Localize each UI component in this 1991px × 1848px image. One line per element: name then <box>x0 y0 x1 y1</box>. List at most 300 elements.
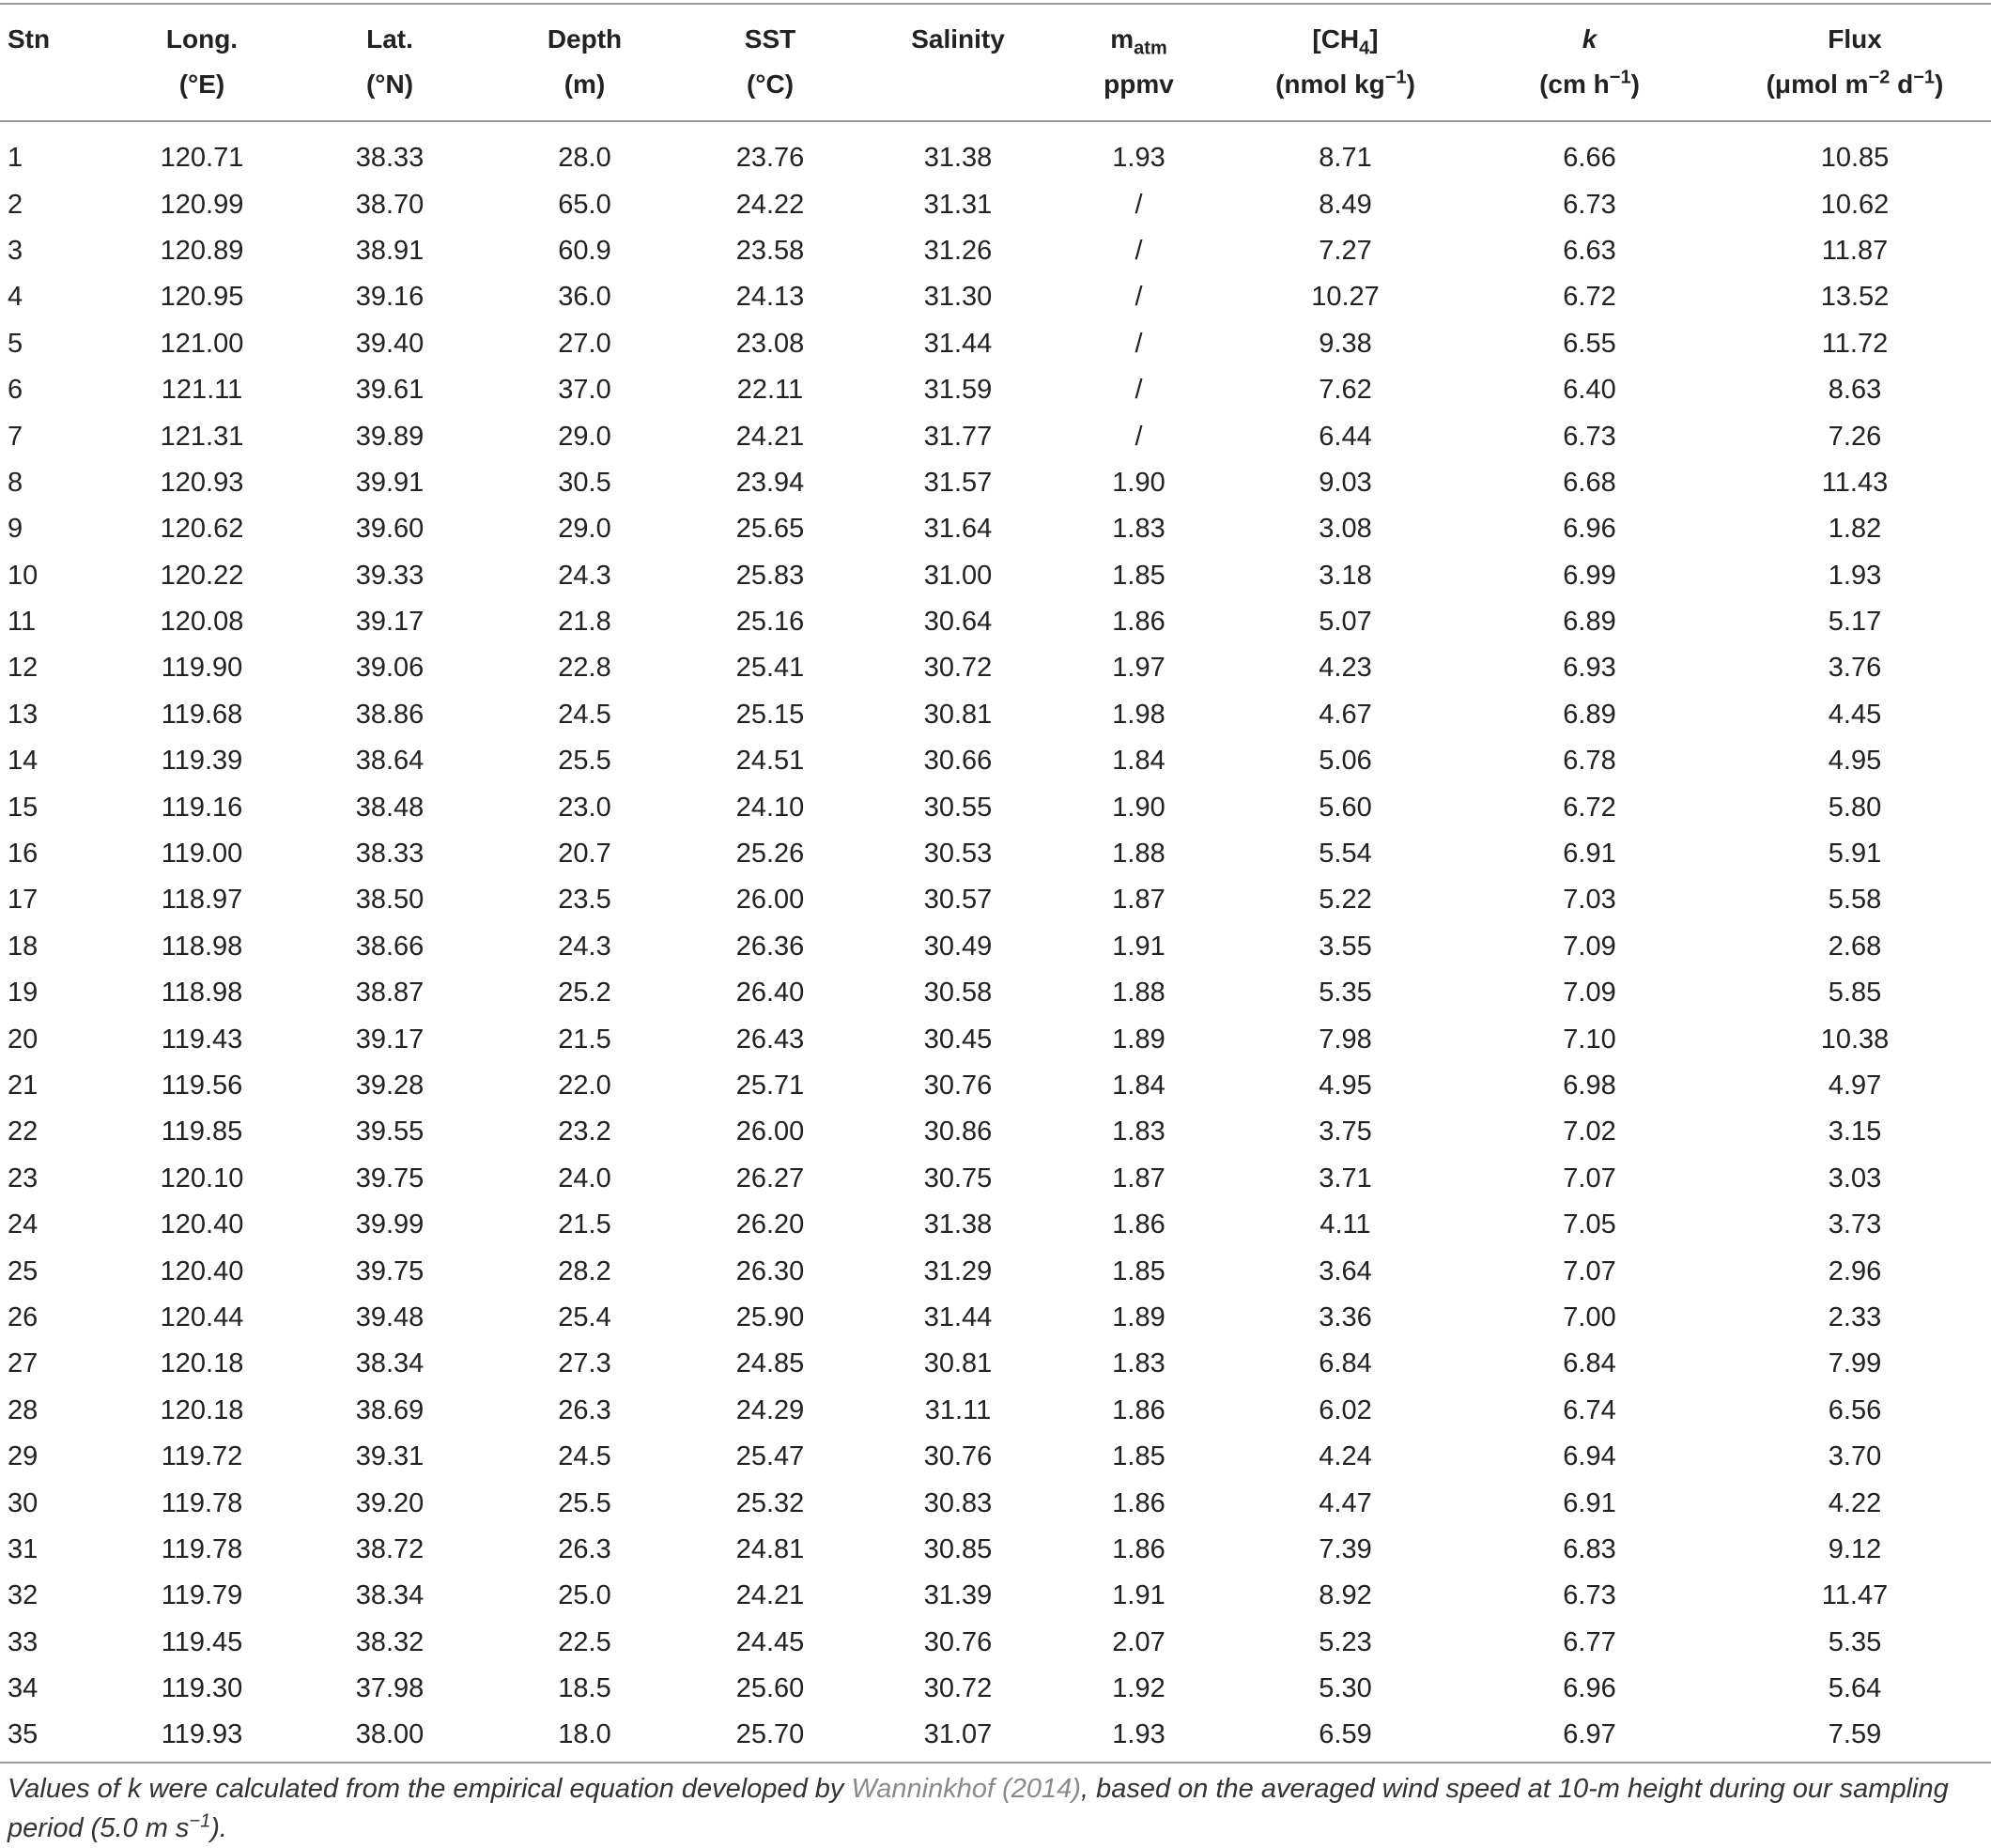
table-cell: 25.90 <box>735 1301 805 1332</box>
table-cell: 4.24 <box>1319 1441 1372 1472</box>
table-cell: 22.0 <box>558 1070 611 1101</box>
table-cell: 120.44 <box>160 1301 244 1332</box>
table-cell: 30.5 <box>558 467 611 498</box>
table-cell: 30.81 <box>923 1348 993 1379</box>
table-cell: 39.20 <box>355 1487 424 1518</box>
table-cell: 23.08 <box>735 328 805 359</box>
table-row <box>0 274 1991 320</box>
table-cell: 120.71 <box>160 143 244 174</box>
table-row <box>0 1620 1991 1666</box>
table-cell: 34 <box>8 1673 39 1704</box>
table-cell: 31.57 <box>923 467 993 498</box>
table-cell: 3.03 <box>1828 1163 1882 1194</box>
table-cell: 26.27 <box>735 1163 805 1194</box>
table-cell: 1.84 <box>1112 746 1165 777</box>
table-cell: 120.10 <box>160 1163 244 1194</box>
table-cell: 5.80 <box>1828 792 1882 823</box>
table-body <box>0 121 1991 1768</box>
table-cell: 39.33 <box>355 560 424 591</box>
table-cell: 39.75 <box>355 1163 424 1194</box>
table-cell: 38.34 <box>355 1348 424 1379</box>
table-cell: 7.99 <box>1828 1348 1882 1379</box>
table-cell: 25.32 <box>735 1487 805 1518</box>
table-cell: 24.22 <box>735 189 805 220</box>
table-cell: 1.85 <box>1112 560 1165 591</box>
table-cell: 6.73 <box>1563 421 1616 452</box>
table-cell: 3.76 <box>1828 653 1882 684</box>
table-cell: 6.73 <box>1563 1580 1616 1611</box>
table-cell: 10.38 <box>1820 1024 1890 1055</box>
table-cell: 7.07 <box>1563 1255 1616 1286</box>
table-cell: 119.78 <box>161 1487 243 1518</box>
table-cell: 2.96 <box>1828 1255 1882 1286</box>
table-cell: 11.47 <box>1821 1580 1889 1611</box>
table-cell: 31.38 <box>923 143 993 174</box>
table-cell: 7.98 <box>1319 1024 1372 1055</box>
table-cell: 7.02 <box>1563 1116 1616 1147</box>
table-cell: 1.86 <box>1112 1487 1165 1518</box>
table-row <box>0 645 1991 691</box>
table-cell: 30.64 <box>923 607 993 638</box>
table-cell: 120.89 <box>160 235 244 266</box>
table-cell: 38.33 <box>355 143 424 174</box>
table-cell: 25.70 <box>735 1719 805 1750</box>
table-cell: 39.91 <box>355 467 424 498</box>
table-cell: 6.78 <box>1563 746 1616 777</box>
table-cell: 1.89 <box>1112 1024 1165 1055</box>
table-cell: 4 <box>8 282 23 313</box>
table-cell: 25.5 <box>558 1487 611 1518</box>
table-cell: 30.49 <box>923 931 993 962</box>
table-cell: 20.7 <box>558 839 611 870</box>
table-cell: 31.00 <box>923 560 993 591</box>
table-cell: 30.75 <box>923 1163 993 1194</box>
table-cell: 39.17 <box>355 607 424 638</box>
table-cell: 4.97 <box>1828 1070 1882 1101</box>
table-cell: 30.76 <box>923 1626 993 1657</box>
table-cell: 24.13 <box>735 282 805 313</box>
table-cell: 65.0 <box>558 189 611 220</box>
table-cell: 5 <box>8 328 23 359</box>
table-row <box>0 1248 1991 1294</box>
table-cell: 119.43 <box>161 1024 243 1055</box>
table-cell: 17 <box>8 885 39 916</box>
table-row <box>0 1016 1991 1062</box>
table-cell: 8.49 <box>1319 189 1372 220</box>
table-cell: 27 <box>8 1348 39 1379</box>
table-cell: 38.48 <box>355 792 424 823</box>
table-cell: 7.59 <box>1828 1719 1882 1750</box>
table-cell: 1.83 <box>1112 1116 1165 1147</box>
table-cell: 6.91 <box>1563 1487 1616 1518</box>
table-row <box>0 1295 1991 1341</box>
table-cell: 120.40 <box>160 1255 244 1286</box>
table-cell: 1.85 <box>1112 1255 1165 1286</box>
table-row <box>0 831 1991 877</box>
table-cell: 25.4 <box>558 1301 611 1332</box>
table-cell: 5.22 <box>1319 885 1372 916</box>
table-cell: 4.95 <box>1319 1070 1372 1101</box>
table-cell: 11.43 <box>1821 467 1889 498</box>
table-cell: 14 <box>8 746 39 777</box>
table-cell: 13 <box>8 699 39 730</box>
table-cell: 7.10 <box>1563 1024 1616 1055</box>
table-cell: 31.44 <box>923 328 993 359</box>
table-cell: 7.03 <box>1563 885 1616 916</box>
table-cell: 7.62 <box>1319 375 1372 406</box>
table-cell: 1.90 <box>1112 467 1165 498</box>
table-cell: 39.17 <box>355 1024 424 1055</box>
table-cell: 119.93 <box>161 1719 243 1750</box>
table-cell: 21.8 <box>558 607 611 638</box>
table-cell: 10.62 <box>1820 189 1890 220</box>
table-cell: 1 <box>8 143 23 174</box>
table-cell: 26.3 <box>558 1394 611 1425</box>
table-cell: 28 <box>8 1394 39 1425</box>
table-cell: 4.47 <box>1319 1487 1372 1518</box>
table-cell: 4.45 <box>1828 699 1882 730</box>
table-cell: 6.89 <box>1563 607 1616 638</box>
table-cell: 3.18 <box>1319 560 1372 591</box>
table-cell: 31.38 <box>923 1209 993 1240</box>
table-cell: 1.91 <box>1112 931 1165 962</box>
table-cell: 22.11 <box>736 375 804 406</box>
table-cell: 33 <box>8 1626 39 1657</box>
table-cell: 5.91 <box>1828 839 1882 870</box>
table-cell: 5.58 <box>1828 885 1882 916</box>
table-cell: 22.5 <box>558 1626 611 1657</box>
table-cell: 6.73 <box>1563 189 1616 220</box>
table-cell: 30.86 <box>923 1116 993 1147</box>
table-row <box>0 692 1991 738</box>
table-cell: 25.5 <box>558 746 611 777</box>
table-cell: 6.99 <box>1563 560 1616 591</box>
table-cell: 3.73 <box>1828 1209 1882 1240</box>
table-cell: 39.48 <box>355 1301 424 1332</box>
table-cell: 1.85 <box>1112 1441 1165 1472</box>
table-cell: 32 <box>8 1580 39 1611</box>
table-row <box>0 599 1991 645</box>
table-cell: 1.91 <box>1112 1580 1165 1611</box>
table-cell: 38.69 <box>355 1394 424 1425</box>
table-cell: 7.07 <box>1563 1163 1616 1194</box>
table-cell: 1.86 <box>1112 1533 1165 1564</box>
table-top-rule <box>0 3 1991 5</box>
table-cell: 3.70 <box>1828 1441 1882 1472</box>
table-cell: 23.0 <box>558 792 611 823</box>
table-cell: 38.34 <box>355 1580 424 1611</box>
table-cell: 5.23 <box>1319 1626 1372 1657</box>
table-cell: 6.96 <box>1563 514 1616 545</box>
table-cell: 121.00 <box>160 328 244 359</box>
header-salinity: Salinity <box>911 24 1005 54</box>
table-cell: 25.15 <box>735 699 805 730</box>
table-cell: 27.0 <box>558 328 611 359</box>
table-cell: 24.21 <box>735 421 805 452</box>
table-bottom-rule <box>0 1762 1991 1763</box>
table-cell: 1.84 <box>1112 1070 1165 1101</box>
table-cell: 3.15 <box>1828 1116 1882 1147</box>
table-cell: 6.93 <box>1563 653 1616 684</box>
table-row <box>0 1109 1991 1155</box>
table-cell: / <box>1134 235 1143 266</box>
table-cell: 7.26 <box>1828 421 1882 452</box>
table-cell: 1.87 <box>1112 885 1165 916</box>
table-cell: 31.44 <box>923 1301 993 1332</box>
table-cell: 31.31 <box>923 189 993 220</box>
data-table <box>0 6 1991 1768</box>
table-row <box>0 321 1991 367</box>
table-cell: 36.0 <box>558 282 611 313</box>
table-cell: 120.22 <box>160 560 244 591</box>
table-cell: 30.66 <box>923 746 993 777</box>
table-cell: 2.07 <box>1112 1626 1165 1657</box>
table-cell: 24.5 <box>558 699 611 730</box>
table-row <box>0 1712 1991 1767</box>
table-cell: 26.3 <box>558 1533 611 1564</box>
table-cell: 2 <box>8 189 23 220</box>
table-cell: 6.44 <box>1319 421 1372 452</box>
table-cell: 31.77 <box>923 421 993 452</box>
table-cell: 6.89 <box>1563 699 1616 730</box>
table-cell: 23.94 <box>735 467 805 498</box>
table-cell: 7 <box>8 421 23 452</box>
table-cell: 8.71 <box>1319 143 1372 174</box>
table-cell: 1.93 <box>1828 560 1882 591</box>
table-cell: 38.86 <box>355 699 424 730</box>
table-cell: 2.33 <box>1828 1301 1882 1332</box>
table-cell: 26.40 <box>735 978 805 1009</box>
table-cell: 9.12 <box>1828 1533 1882 1564</box>
table-cell: 31.30 <box>923 282 993 313</box>
table-row <box>0 1156 1991 1202</box>
table-cell: 2.68 <box>1828 931 1882 962</box>
table-cell: 6.77 <box>1563 1626 1616 1657</box>
table-cell: 6.74 <box>1563 1394 1616 1425</box>
table-footnote: Values of k were calculated from the empirical equation developed by Wanninkhof (2014), based on the averaged wind speed at 10-m height during our sampling period (5.0 m $s^{-1}$). <box>8 1774 1949 1843</box>
table-cell: 25.2 <box>558 978 611 1009</box>
table-cell: 25.41 <box>735 653 805 684</box>
table-cell: 118.97 <box>161 885 243 916</box>
table-cell: 119.16 <box>161 792 243 823</box>
table-cell: 31.59 <box>923 375 993 406</box>
table-cell: 119.45 <box>161 1626 243 1657</box>
table-cell: 37.98 <box>355 1673 424 1704</box>
table-cell: 30.58 <box>923 978 993 1009</box>
table-cell: 3.64 <box>1319 1255 1372 1286</box>
table-cell: 38.33 <box>355 839 424 870</box>
table-cell: 39.75 <box>355 1255 424 1286</box>
table-cell: 22.8 <box>558 653 611 684</box>
table-cell: 6.68 <box>1563 467 1616 498</box>
table-cell: 30.45 <box>923 1024 993 1055</box>
table-cell: 22 <box>8 1116 39 1147</box>
table-cell: 5.35 <box>1319 978 1372 1009</box>
table-cell: 30.55 <box>923 792 993 823</box>
table-cell: 121.31 <box>160 421 244 452</box>
table-row <box>0 1527 1991 1573</box>
table-cell: 7.00 <box>1563 1301 1616 1332</box>
table-cell: 26.20 <box>735 1209 805 1240</box>
table-cell: 23.58 <box>735 235 805 266</box>
table-row <box>0 121 1991 181</box>
table-cell: 24.21 <box>735 1580 805 1611</box>
table-cell: 1.97 <box>1112 653 1165 684</box>
table-cell: 31.39 <box>923 1580 993 1611</box>
table-cell: 39.16 <box>355 282 424 313</box>
table-cell: 5.85 <box>1828 978 1882 1009</box>
table-cell: 39.99 <box>355 1209 424 1240</box>
table-cell: 1.90 <box>1112 792 1165 823</box>
table-cell: 6.02 <box>1319 1394 1372 1425</box>
table-cell: 3.08 <box>1319 514 1372 545</box>
table-cell: 3 <box>8 235 23 266</box>
table-row <box>0 553 1991 599</box>
table-cell: 21.5 <box>558 1209 611 1240</box>
table-cell: 38.50 <box>355 885 424 916</box>
table-cell: 26.00 <box>735 885 805 916</box>
table-cell: 31.64 <box>923 514 993 545</box>
header-k: k (cm $h^{-1}$) <box>1539 24 1640 99</box>
table-cell: 21.5 <box>558 1024 611 1055</box>
table-cell: 25 <box>8 1255 39 1286</box>
table-cell: 4.67 <box>1319 699 1372 730</box>
table-row <box>0 738 1991 784</box>
table-cell: 4.22 <box>1828 1487 1882 1518</box>
table-cell: 119.85 <box>161 1116 243 1147</box>
table-cell: 18.5 <box>558 1673 611 1704</box>
table-cell: 39.06 <box>355 653 424 684</box>
reference-link[interactable]: Wanninkhof (2014) <box>851 1774 1081 1804</box>
table-cell: 1.93 <box>1112 1719 1165 1750</box>
table-cell: 7.05 <box>1563 1209 1616 1240</box>
table-row <box>0 228 1991 274</box>
table-cell: 120.40 <box>160 1209 244 1240</box>
table-cell: 60.9 <box>558 235 611 266</box>
table-row <box>0 877 1991 923</box>
table-cell: 6.59 <box>1319 1719 1372 1750</box>
table-row <box>0 1573 1991 1619</box>
table-cell: 30.83 <box>923 1487 993 1518</box>
table-cell: 39.28 <box>355 1070 424 1101</box>
table-cell: 1.92 <box>1112 1673 1165 1704</box>
header-longitude: Long. (°E) <box>165 24 239 99</box>
table-cell: 27.3 <box>558 1348 611 1379</box>
table-cell: 6.91 <box>1563 839 1616 870</box>
table-cell: 3.71 <box>1319 1163 1372 1194</box>
table-cell: 24.81 <box>735 1533 805 1564</box>
table-cell: 5.54 <box>1319 839 1372 870</box>
table-cell: 118.98 <box>161 931 243 962</box>
table-cell: 37.0 <box>558 375 611 406</box>
table-cell: 24.51 <box>735 746 805 777</box>
table-cell: 8 <box>8 467 23 498</box>
table-cell: 1.98 <box>1112 699 1165 730</box>
table-cell: 30.72 <box>923 653 993 684</box>
table-cell: 38.00 <box>355 1719 424 1750</box>
table-cell: 119.68 <box>161 699 243 730</box>
table-cell: 29.0 <box>558 421 611 452</box>
table-cell: 23.76 <box>735 143 805 174</box>
table-cell: 1.83 <box>1112 514 1165 545</box>
table-cell: 3.75 <box>1319 1116 1372 1147</box>
table-cell: 30.81 <box>923 699 993 730</box>
table-row <box>0 181 1991 227</box>
table-cell: 28.2 <box>558 1255 611 1286</box>
table-cell: 119.79 <box>161 1580 243 1611</box>
table-cell: 4.23 <box>1319 653 1372 684</box>
table-cell: 25.16 <box>735 607 805 638</box>
table-cell: 120.93 <box>160 467 244 498</box>
table-cell: 5.64 <box>1828 1673 1882 1704</box>
table-cell: 38.66 <box>355 931 424 962</box>
table-cell: 24.3 <box>558 931 611 962</box>
table-cell: 1.86 <box>1112 1394 1165 1425</box>
table-cell: 31.07 <box>923 1719 993 1750</box>
table-row <box>0 1388 1991 1434</box>
table-cell: 3.55 <box>1319 931 1372 962</box>
table-cell: 6.40 <box>1563 375 1616 406</box>
header-stn: Stn <box>8 24 51 54</box>
table-cell: 18 <box>8 931 39 962</box>
table-cell: 28.0 <box>558 143 611 174</box>
table-cell: 25.0 <box>558 1580 611 1611</box>
table-cell: 1.86 <box>1112 607 1165 638</box>
table-cell: 38.32 <box>355 1626 424 1657</box>
table-cell: 30 <box>8 1487 39 1518</box>
table-cell: 30.72 <box>923 1673 993 1704</box>
table-cell: 4.11 <box>1320 1209 1371 1240</box>
table-cell: 24.3 <box>558 560 611 591</box>
header-depth: Depth (m) <box>547 24 623 99</box>
table-cell: 120.18 <box>160 1394 244 1425</box>
table-row <box>0 1202 1991 1248</box>
table-cell: 29 <box>8 1441 39 1472</box>
table-cell: 30.76 <box>923 1441 993 1472</box>
table-cell: 120.62 <box>160 514 244 545</box>
table-row <box>0 970 1991 1016</box>
table-row <box>0 1063 1991 1109</box>
table-cell: 26.36 <box>735 931 805 962</box>
header-flux: Flux (μmol $m^{-2}$ $d^{-1}$) <box>1766 24 1944 99</box>
table-cell: 119.30 <box>161 1673 243 1704</box>
table-cell: 7.09 <box>1563 978 1616 1009</box>
table-cell: 24.10 <box>735 792 805 823</box>
table-cell: 19 <box>8 978 39 1009</box>
table-cell: 25.60 <box>735 1673 805 1704</box>
table-cell: 11.72 <box>1821 328 1889 359</box>
table-row <box>0 1666 1991 1712</box>
table-cell: 38.64 <box>355 746 424 777</box>
table-cell: 23.2 <box>558 1116 611 1147</box>
table-cell: 119.56 <box>161 1070 243 1101</box>
table-cell: 25.26 <box>735 839 805 870</box>
table-cell: 38.70 <box>355 189 424 220</box>
table-cell: / <box>1134 421 1143 452</box>
table-cell: 10 <box>8 560 39 591</box>
table-row <box>0 1341 1991 1387</box>
header-ch4: $[CH_4]$ (nmol $kg^{-1}$) <box>1275 24 1415 99</box>
table-cell: 6.72 <box>1563 282 1616 313</box>
table-cell: 6.84 <box>1563 1348 1616 1379</box>
header-sst: SST (°C) <box>744 24 796 99</box>
table-cell: 9.38 <box>1319 328 1372 359</box>
table-cell: 29.0 <box>558 514 611 545</box>
table-cell: 26 <box>8 1301 39 1332</box>
table-cell: 5.30 <box>1319 1673 1372 1704</box>
table-cell: 119.72 <box>161 1441 243 1472</box>
table-cell: 5.17 <box>1828 607 1882 638</box>
